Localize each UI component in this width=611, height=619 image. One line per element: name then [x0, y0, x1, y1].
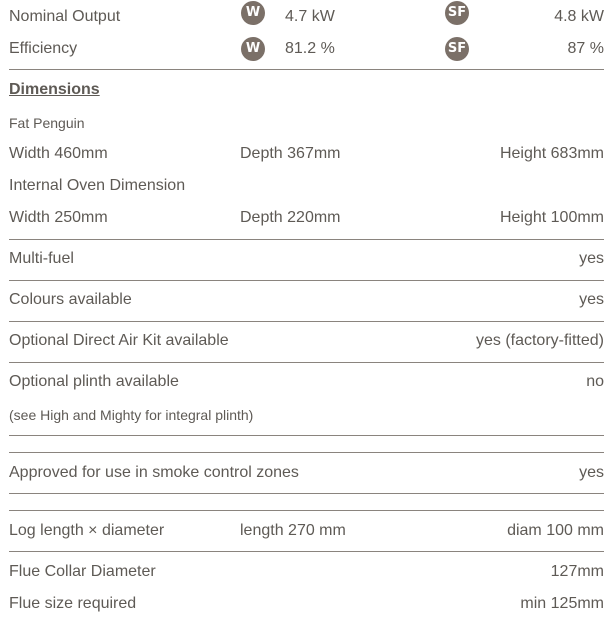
wood-badge-icon: W [241, 1, 265, 25]
row-nominal-output [9, 7, 604, 27]
divider [9, 551, 604, 552]
nominal-output-sf-value: 4.8 kW [554, 8, 604, 25]
nominal-output-wood-value: 4.7 kW [285, 8, 335, 25]
flue-collar-value: 127mm [550, 563, 604, 580]
row-plinth [9, 372, 604, 392]
dimensions-heading[interactable]: Dimensions [9, 81, 100, 98]
row-oven-dimensions [9, 208, 604, 228]
divider [9, 435, 604, 436]
row-log-size [9, 521, 604, 541]
row-outer-dimensions [9, 144, 604, 164]
row-dimensions-heading [9, 80, 604, 100]
row-direct-air [9, 331, 604, 351]
row-smoke-control [9, 463, 604, 483]
plinth-label: Optional plinth available [9, 373, 179, 390]
log-diameter-value: diam 100 mm [507, 522, 604, 539]
row-flue-collar [9, 562, 604, 582]
smokeless-fuel-badge-icon: SF [445, 37, 469, 61]
flue-collar-label: Flue Collar Diameter [9, 563, 156, 580]
row-colours [9, 290, 604, 310]
model-name: Fat Penguin [9, 115, 85, 131]
oven-dimension-label: Internal Oven Dimension [9, 177, 186, 194]
plinth-note: (see High and Mighty for integral plinth) [9, 407, 254, 423]
row-plinth-note [9, 405, 604, 425]
row-model-name [9, 113, 604, 133]
direct-air-label: Optional Direct Air Kit available [9, 332, 229, 349]
wood-badge-icon: W [241, 37, 265, 61]
plinth-value: no [586, 373, 604, 390]
efficiency-label: Efficiency [9, 40, 78, 57]
efficiency-sf-value: 87 % [567, 40, 604, 57]
width-value: Width 460mm [9, 145, 108, 162]
row-flue-size [9, 594, 604, 614]
colours-value: yes [579, 291, 604, 308]
divider [9, 321, 604, 322]
divider [9, 493, 604, 494]
row-oven-label [9, 176, 604, 196]
multi-fuel-label: Multi-fuel [9, 250, 74, 267]
nominal-output-label: Nominal Output [9, 8, 121, 25]
direct-air-value: yes (factory-fitted) [475, 332, 604, 349]
divider [9, 452, 604, 453]
smokeless-fuel-badge-icon: SF [445, 1, 469, 25]
smoke-control-label: Approved for use in smoke control zones [9, 464, 299, 481]
divider [9, 510, 604, 511]
row-multi-fuel [9, 249, 604, 269]
multi-fuel-value: yes [579, 250, 604, 267]
oven-depth-value: Depth 220mm [240, 209, 341, 226]
log-size-label: Log length × diameter [9, 522, 165, 539]
divider [9, 362, 604, 363]
colours-label: Colours available [9, 291, 132, 308]
flue-size-label: Flue size required [9, 595, 137, 612]
log-length-value: length 270 mm [240, 522, 346, 539]
divider [9, 69, 604, 70]
depth-value: Depth 367mm [240, 145, 341, 162]
flue-size-value: min 125mm [520, 595, 604, 612]
smoke-control-value: yes [579, 464, 604, 481]
divider [9, 280, 604, 281]
divider [9, 239, 604, 240]
efficiency-wood-value: 81.2 % [285, 40, 335, 57]
oven-height-value: Height 100mm [499, 209, 604, 226]
row-efficiency [9, 39, 604, 59]
height-value: Height 683mm [499, 145, 604, 162]
oven-width-value: Width 250mm [9, 209, 108, 226]
